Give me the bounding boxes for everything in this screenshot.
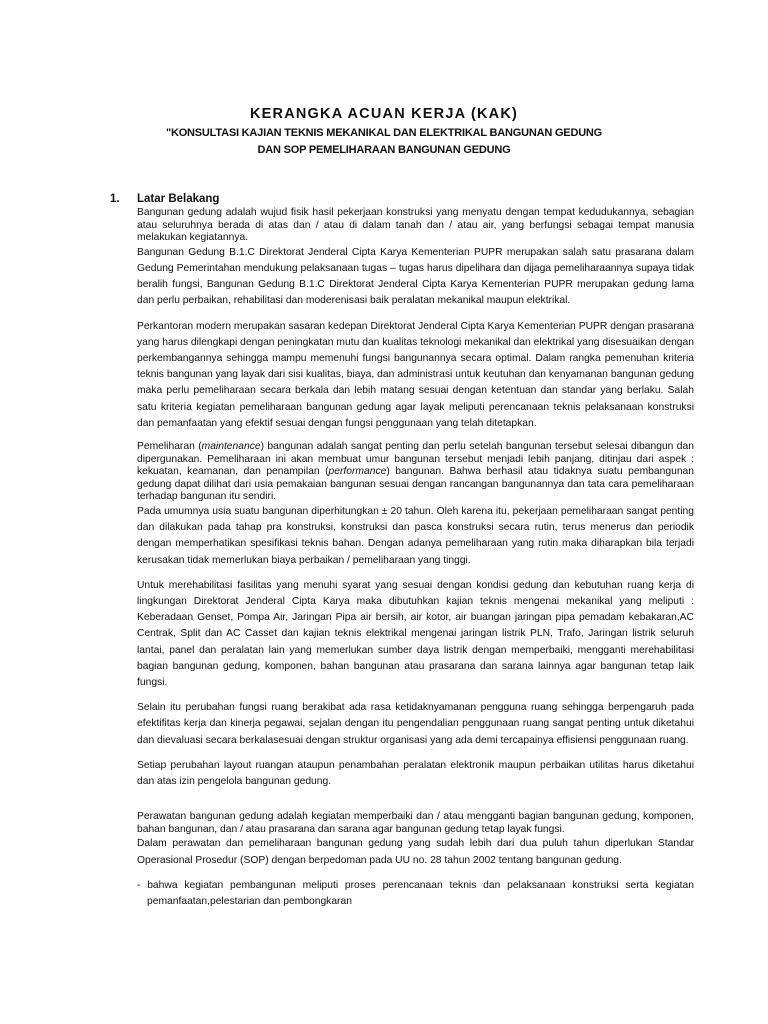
paragraph-4: Pemeliharan (maintenance) bangunan adalah sangat penting dan perlu setelah bangunan tersebut selesai dibangun dan dipergunakan. Pemeliharaan ini akan membuat umur bangunan tersebut menjadi lebih panjang, ditinjau dari aspek : kekuatan, keamanan, dan penampilan (performance) bangunan. Bahwa berhasil atau tidaknya suatu pembangunan gedung dapat dilihat dari usia pemakaian bangunan sesuai dengan rancangan bangunannya dan tata cara pemeliharaan terhadap bangunan itu sendiri. — [137, 441, 694, 503]
list-item: - bahwa kegiatan pembangunan meliputi proses perencanaan teknis dan pelaksanaan konstruksi serta kegiatan pemanfaatan,pelestarian dan pembongkaran — [137, 879, 694, 908]
paragraph-9: Perawatan bangunan gedung adalah kegiatan memperbaiki dan / atau mengganti bagian bangunan gedung, komponen, bahan bangunan, dan / atau prasarana dan sarana agar bangunan gedung tetap layak fungsi. — [137, 811, 694, 835]
section-body — [137, 207, 694, 910]
paragraph-2: Bangunan Gedung B.1.C Direktorat Jenderal Cipta Karya Kementerian PUPR merupakan salah satu prasarana dalam Gedung Pemerintahan mendukung pelaksanaan tugas – tugas harus dipelihara dan dijaga pemeliharaannya supaya tidak beralih fungsi, Bangunan Gedung B.1.C Direktorat Jenderal Cipta Karya Kementerian PUPR merupakan gedung lama dan perlu perbaikan, rehabilitasi dan moderenisasi baik peralatan mekanikal maupun elektrikal. — [137, 246, 694, 307]
paragraph-1: Bangunan gedung adalah wujud fisik hasil pekerjaan konstruksi yang menyatu dengan tempat kedudukannya, sebagian atau seluruhnya berada di atas dan / atau di dalam tanah dan / atau air, yang berfungsi sebagai tempat manusia melakukan kegiatannya. — [137, 207, 694, 244]
paragraph-3: Perkantoran modern merupakan sasaran kedepan Direktorat Jenderal Cipta Karya Kementerian PUPR dengan prasarana yang harus dilengkapi dengan peningkatan mutu dan kualitas teknologi mekanikal dan elektrikal yang disesuaikan dengan perkembangannya sehingga mampu memenuhi fungsi bangunannya secara optimal. Dalam rangka pemenuhan kriteria teknis bangunan yang layak dari sisi kualitas, biaya, dan administrasi untuk keutuhan dan kenyamanan bangunan gedung maka perlu pemeliharaan secara berkala dan lebih matang sesuai dengan ketentuan dan standar yang berlaku. Salah satu kriteria kegiatan pemeliharaan bangunan gedung agar layak meliputi perencanaan teknis pelaksanaan konstruksi dan pemanfaatan yang efektif sesuai dengan fungsi penggunaan yang telah ditetapkan. — [137, 320, 694, 429]
paragraph-7: Selain itu perubahan fungsi ruang berakibat ada rasa ketidaknyamanan pengguna ruang sehingga berpengaruh pada efektifitas kerja dan kinerja pegawai, sejalan dengan itu pengendalian penggunaan ruang sangat penting untuk diketahui dan dievaluasi secara berkalasesuai dengan struktur organisasi yang ada demi tercapainya effisiensi penggunaan ruang. — [137, 702, 694, 746]
paragraph-10: Dalam perawatan dan pemeliharaan bangunan gedung yang sudah lebih dari dua puluh tahun diperlukan Standar Operasional Prosedur (SOP) dengan berpedoman pada UU no. 28 tahun 2002 tentang bangunan gedung. — [137, 838, 694, 866]
document-subtitle-line-1: "KONSULTASI KAJIAN TEKNIS MEKANIKAL DAN ELEKTRIKAL BANGUNAN GEDUNG — [165, 127, 603, 139]
maintenance-term: maintenance — [201, 441, 261, 453]
section-number: 1. — [110, 193, 120, 205]
section-title: Latar Belakang — [137, 193, 220, 205]
section-heading — [110, 193, 219, 205]
paragraph-6: Untuk merehabilitasi fasilitas yang menuhi syarat yang sesuai dengan kondisi gedung dan kebutuhan ruang kerja di lingkungan Direktorat Jenderal Cipta Karya maka dibutuhkan kajian teknis mengenai mekanikal yang meliputi : Keberadaan Genset, Pompa Air, Jaringan Pipa air bersih, air kotor, air buangan jaringan pipa pemadam kebakaran,AC Centrak, Split dan AC Casset dan kajian teknis elektrikal mengenai jaringan listrik PLN, Trafo, Jaringan listrik seluruh lantai, panel dan peralatan lain yang memerlukan sumber daya listrik dengan memperbaiki, mengganti merehabilitasi bagian bangunan gedung, komponen, bahan bangunan atau prasarana dan sarana lainnya agar bangunan tetap laik fungsi. — [137, 579, 694, 689]
performance-term: performance — [328, 466, 387, 478]
paragraph-8: Setiap perubahan layout ruangan ataupun penambahan peralatan elektronik maupun perbaikan utilitas harus diketahui dan atas izin pengelola bangunan gedung. — [137, 759, 694, 788]
paragraph-5: Pada umumnya usia suatu bangunan diperhitungkan ± 20 tahun. Oleh karena itu, pekerjaan pemeliharaan sangat penting dan dilakukan pada tahap pra konstruksi, konstruksi dan pasca konstruksi secara rutin, terus menerus dan periodik dengan memperhatikan spesifikasi teknis bahan. Dengan adanya pemeliharaan yang rutin maka diharapkan bila terjadi kerusakan tidak memerlukan biaya perbaikan / pemeliharaan yang tinggi. — [137, 505, 694, 566]
document-title: KERANGKA ACUAN KERJA (KAK) — [249, 106, 519, 122]
document-subtitle-line-2: DAN SOP PEMELIHARAAN BANGUNAN GEDUNG — [257, 144, 511, 156]
